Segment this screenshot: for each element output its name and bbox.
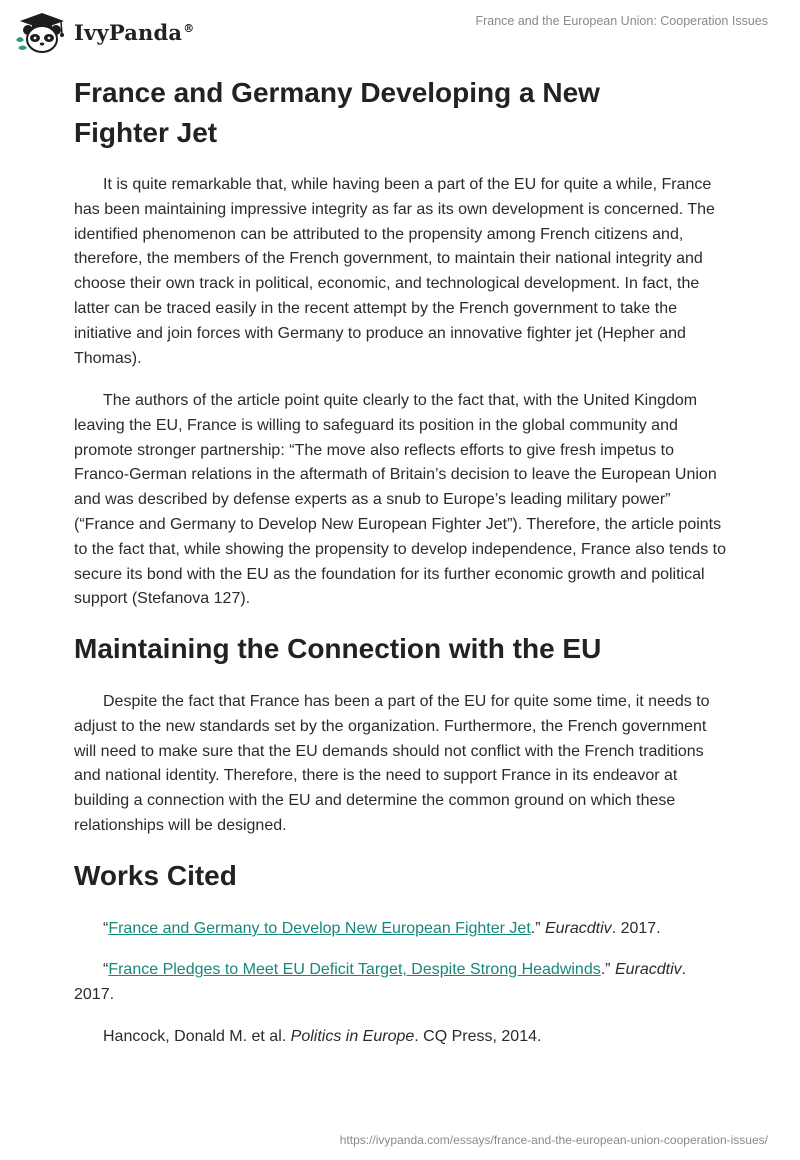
paragraph: The authors of the article point quite clearly to the fact that, with the United Kingdom leaving the EU, France is willing to safeguard its position in the global community and promote stronger partnership: “The move also reflects efforts to give fresh impetus to Franco-German relations in the aftermath of Britain’s decision to leave the European Union and was described by defense experts as a snub to Europe’s leading military power” (“France and Germany to Develop New European Fighter Jet”). Therefore, the article points to the fact that, while showing the propensity to develop independence, France also tends to secure its bond with the EU as the foundation for its further economic growth and political support (Stefanova 127). bbox=[74, 392, 726, 608]
ivypanda-logo[interactable] bbox=[14, 10, 194, 54]
paragraph: Despite the fact that France has been a part of the EU for quite some time, it needs to adjust to the new standards set by the organization. Furthermore, the French government will need to make sure that the EU demands should not conflict with the French traditions and national identity. Therefore, there is the need to support France in its endeavor at building a connection with the EU and determine the common ground on which these relationships will be designed. bbox=[74, 693, 710, 834]
citation: “France and Germany to Develop New European Fighter Jet.” Euracdtiv. 2017. bbox=[103, 920, 661, 937]
citation-link[interactable]: France and Germany to Develop New European Fighter Jet bbox=[108, 920, 531, 937]
section-heading-fighter-jet: France and Germany Developing a New Fighter Jet bbox=[74, 77, 600, 148]
brand-name: IvyPanda® bbox=[74, 19, 195, 45]
citation: “France Pledges to Meet EU Deficit Target, Despite Strong Headwinds.” Euracdtiv. 2017. bbox=[74, 961, 687, 1003]
source-url: https://ivypanda.com/essays/france-and-the-european-union-cooperation-issues/ bbox=[339, 1133, 768, 1147]
citation: Hancock, Donald M. et al. Politics in Europe. CQ Press, 2014. bbox=[103, 1028, 542, 1045]
paragraph: It is quite remarkable that, while having been a part of the EU for quite a while, France has been maintaining impressive integrity as far as its own development is concerned. The identified phenomenon can be attributed to the propensity among French citizens and, therefore, the members of the French government, to maintain their national integrity and choose their own track in political, economic, and technological development. In fact, the latter can be traced easily in the recent attempt by the French government to take the initiative and join forces with Germany to produce an innovative fighter jet (Hepher and Thomas). bbox=[74, 176, 715, 367]
panda-graduate-icon bbox=[14, 10, 70, 54]
section-heading-works-cited: Works Cited bbox=[74, 860, 237, 891]
document-title-header: France and the European Union: Cooperation Issues bbox=[475, 14, 768, 28]
section-heading-connection: Maintaining the Connection with the EU bbox=[74, 633, 602, 664]
citation-link[interactable]: France Pledges to Meet EU Deficit Target, Despite Strong Headwinds bbox=[108, 961, 601, 978]
